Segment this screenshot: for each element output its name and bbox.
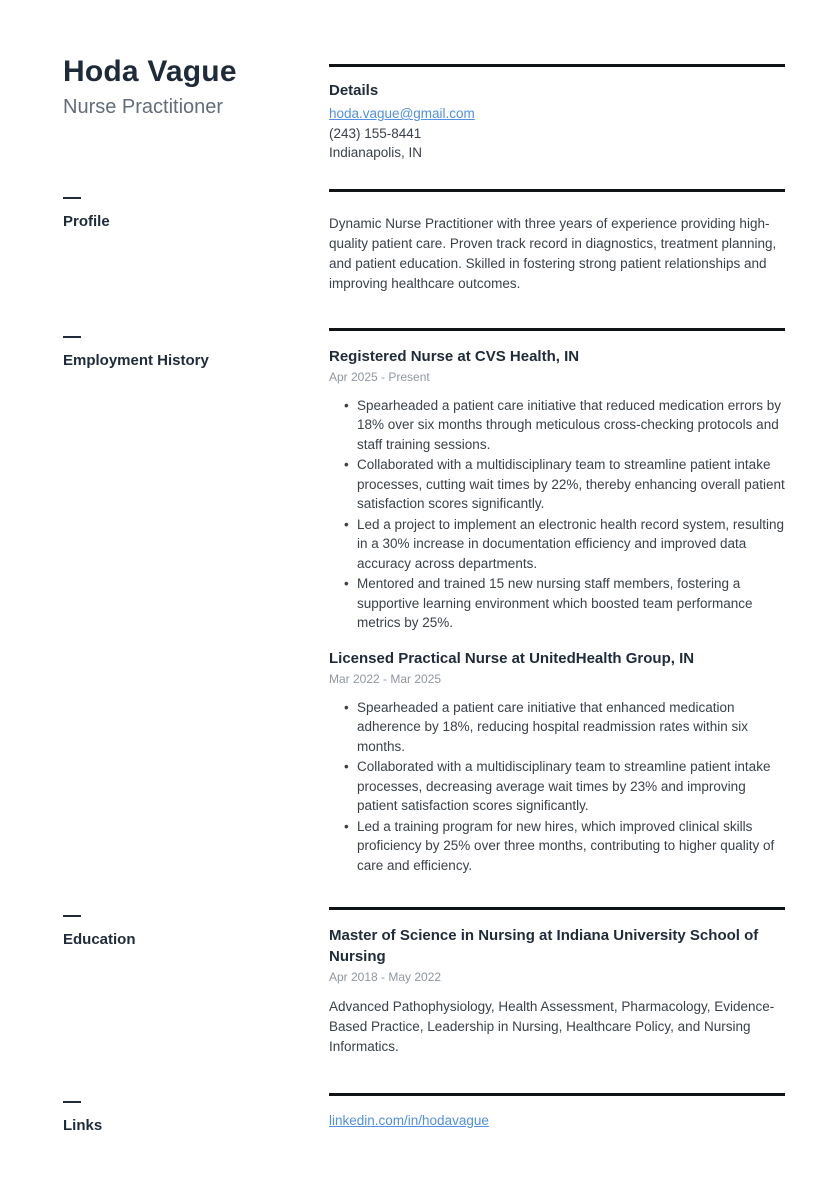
job-bullet: • Collaborated with a multidisciplinary team to streamline patient intake processes, decreasing average wait times by 23% and improving patient satisfaction scores significantly. (357, 757, 785, 816)
profile-section (63, 189, 833, 294)
employment-label-cell (63, 328, 329, 877)
education-divider (329, 907, 785, 910)
job-bullet: • Spearheaded a patient care initiative that reduced medication errors by 18% over six months through meticulous cross-checking protocols and staff training sessions. (357, 396, 785, 455)
contact-phone: (243) 155-8441 (329, 125, 422, 141)
profile-label-cell (63, 189, 329, 294)
links-section (63, 1093, 833, 1135)
header-left (63, 54, 329, 163)
link-line (329, 1111, 785, 1131)
profile-text: Dynamic Nurse Practitioner with three years of experience providing high-quality patient care. Proven track record in diagnostics, treatment planning, and patient education. Skilled in fostering strong patient relationships and improving healthcare outcomes. (329, 215, 777, 291)
person-name: Hoda Vague (63, 55, 237, 88)
profile-divider (329, 189, 785, 192)
job-entry (329, 648, 785, 876)
job-bullet: • Led a training program for new hires, which improved clinical skills proficiency by 25% over three months, contributing to higher quality of care and efficiency. (357, 817, 785, 876)
linkedin-link[interactable]: linkedin.com/in/hodavague (329, 1113, 489, 1128)
education-label-cell (63, 907, 329, 1057)
employment-heading: Employment History (63, 351, 209, 369)
details-section (329, 54, 785, 163)
education-heading: Education (63, 931, 136, 948)
links-content (329, 1093, 785, 1135)
section-dash (63, 915, 81, 917)
section-dash (63, 336, 81, 338)
job-dates: Apr 2025 - Present (329, 369, 430, 384)
employment-content (329, 328, 785, 877)
education-content (329, 907, 785, 1057)
email-link[interactable]: hoda.vague@gmail.com (329, 106, 475, 121)
job-bullet: • Spearheaded a patient care initiative that enhanced medication adherence by 18%, reducing hospital readmission rates within six months. (357, 698, 785, 757)
contact-email-line (329, 104, 785, 124)
job-bullet-list (329, 698, 785, 876)
job-bullet: • Mentored and trained 15 new nursing staff members, fostering a supportive learning environment which boosted team performance metrics by 25%. (357, 574, 785, 633)
job-bullet: • Led a project to implement an electronic health record system, resulting in a 30% increase in documentation efficiency and improved data accuracy across departments. (357, 515, 785, 574)
education-dates: Apr 2018 - May 2022 (329, 970, 442, 984)
job-dates: Mar 2022 - Mar 2025 (329, 671, 442, 686)
job-title: Licensed Practical Nurse at UnitedHealth Group, IN (329, 649, 695, 667)
details-divider (329, 64, 785, 67)
section-dash (63, 197, 81, 199)
education-description: Advanced Pathophysiology, Health Assessment, Pharmacology, Evidence-Based Practice, Leadership in Nursing, Healthcare Policy, and Nursing Informatics. (329, 999, 775, 1054)
job-bullet: • Collaborated with a multidisciplinary team to streamline patient intake processes, cutting wait times by 22%, thereby enhancing overall patient satisfaction scores significantly. (357, 455, 785, 514)
job-title: Registered Nurse at CVS Health, IN (329, 347, 580, 365)
profile-heading: Profile (63, 212, 110, 230)
employment-section (63, 328, 833, 877)
links-label-cell (63, 1093, 329, 1135)
employment-divider (329, 328, 785, 331)
profile-content (329, 189, 785, 294)
section-dash (63, 1101, 81, 1103)
job-entry (329, 346, 785, 633)
links-divider (329, 1093, 785, 1096)
contact-location: Indianapolis, IN (329, 145, 423, 160)
education-degree: Master of Science in Nursing at Indiana University School of Nursing (329, 927, 759, 965)
header-section (63, 0, 833, 163)
links-heading: Links (63, 1117, 103, 1134)
details-heading: Details (329, 82, 379, 99)
person-job-title: Nurse Practitioner (63, 96, 224, 118)
job-bullet-list (329, 396, 785, 633)
education-section (63, 907, 833, 1057)
